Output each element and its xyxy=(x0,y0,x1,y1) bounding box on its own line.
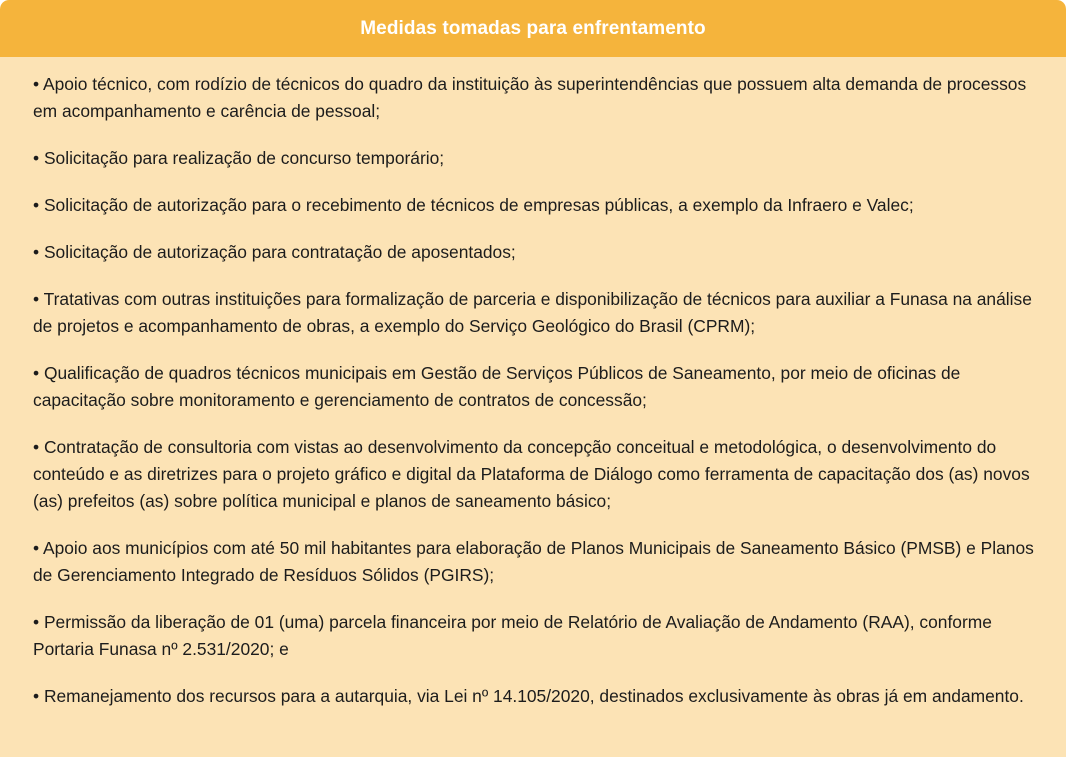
list-item-text: Permissão da liberação de 01 (uma) parcela financeira por meio de Relatório de Avaliação de Andamento (RAA), conforme Portaria Funasa nº 2.531/2020; e xyxy=(33,612,992,659)
list-item xyxy=(33,535,1036,589)
bullet-icon: • xyxy=(33,289,40,309)
list-item-text: Remanejamento dos recursos para a autarquia, via Lei nº 14.105/2020, destinados exclusivamente às obras já em andamento. xyxy=(43,686,1024,706)
list-item xyxy=(33,145,1036,172)
list-item-text: Qualificação de quadros técnicos municipais em Gestão de Serviços Públicos de Saneamento, por meio de oficinas de capacitação sobre monitoramento e gerenciamento de contratos de concessão; xyxy=(33,363,961,410)
list-item xyxy=(33,360,1036,414)
list-item-text: Apoio aos municípios com até 50 mil habitantes para elaboração de Planos Municipais de Saneamento Básico (PMSB) e Planos de Gerenciamento Integrado de Resíduos Sólidos (PGIRS); xyxy=(33,538,1034,585)
bullet-icon: • xyxy=(33,148,40,168)
bullet-icon: • xyxy=(33,195,40,215)
bullet-icon: • xyxy=(33,686,40,706)
list-item xyxy=(33,192,1036,219)
bullet-icon: • xyxy=(33,437,40,457)
list-item-text: Contratação de consultoria com vistas ao desenvolvimento da concepção conceitual e metodológica, o desenvolvimento do conteúdo e as diretrizes para o projeto gráfico e digital da Plataforma de Diálogo como ferramenta de capacitação dos (as) novos (as) prefeitos (as) sobre política municipal e planos de saneamento básico; xyxy=(33,437,1030,511)
bullet-icon: • xyxy=(33,538,40,558)
list-item xyxy=(33,609,1036,663)
list-item-text: Apoio técnico, com rodízio de técnicos do quadro da instituição às superintendências que possuem alta demanda de processos em acompanhamento e carência de pessoal; xyxy=(33,74,1027,121)
panel-title: Medidas tomadas para enfrentamento xyxy=(0,0,1066,57)
list-item-text: Tratativas com outras instituições para formalização de parceria e disponibilização de técnicos para auxiliar a Funasa na análise de projetos e acompanhamento de obras, a exemplo do Serviço Geológico do Brasil (CPRM); xyxy=(33,289,1032,336)
list-item xyxy=(33,683,1036,710)
bullet-icon: • xyxy=(33,363,40,383)
list-item xyxy=(33,239,1036,266)
list-item-text: Solicitação para realização de concurso temporário; xyxy=(43,148,445,168)
list-item-text: Solicitação de autorização para o recebimento de técnicos de empresas públicas, a exemplo da Infraero e Valec; xyxy=(43,195,914,215)
list-item xyxy=(33,286,1036,340)
list-item xyxy=(33,71,1036,125)
measures-list xyxy=(0,57,1066,710)
bullet-icon: • xyxy=(33,74,40,94)
list-item xyxy=(33,434,1036,515)
list-item-text: Solicitação de autorização para contratação de aposentados; xyxy=(43,242,516,262)
bullet-icon: • xyxy=(33,612,40,632)
bullet-icon: • xyxy=(33,242,40,262)
